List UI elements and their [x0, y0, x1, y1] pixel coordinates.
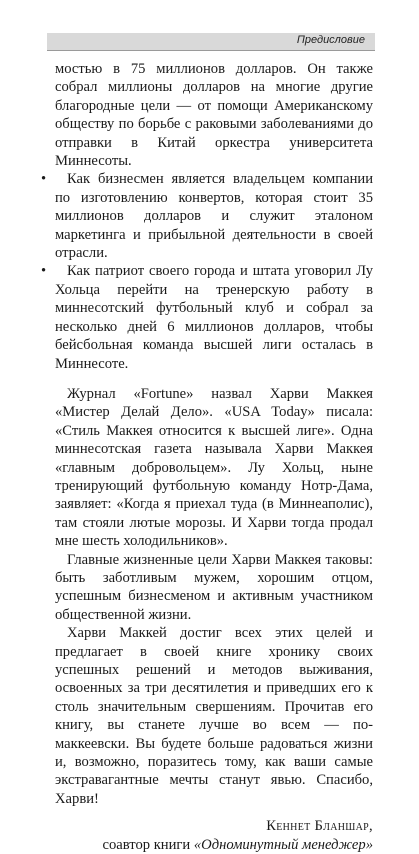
- list-item: • Как патриот своего города и штата уговорил Лу Хольца перейти на тренерскую работу в миннесотский футбольный клуб и собрал за несколько дней 6 миллионов долларов, чтобы бейсбольная команда высшей лиги осталась в Миннесоте.: [55, 262, 373, 372]
- page-body: [55, 60, 373, 854]
- signature-role: соавтор книги: [102, 836, 194, 853]
- section-spacer: [55, 373, 373, 385]
- running-header-title: Предисловие: [296, 34, 365, 46]
- paragraph-book-summary: Харви Маккей достиг всех этих целей и предлагает в своей книге хронику своих успешных решений и методов выживания, освоенных за три десятилетия и приведших его к столь значительным свершениям. Прочитав его книгу, вы станете лучше во всем — по-маккеевски. Вы будете больше радоваться жизни и, возможно, поразитесь тому, как ваши самые экстравагантные мечты станут явью. Спасибо, Харви!: [55, 625, 373, 807]
- list-item: • Как бизнесмен является владельцем компании по изготовлению конвертов, которая стоит 35 миллионов долларов и служит эталоном маркетинга и прибыльной деятельности в своей отрасли.: [55, 170, 373, 262]
- signature-book-title: «Одноминутный менеджер»: [193, 836, 373, 853]
- achievements-list: [55, 170, 373, 372]
- paragraph-life-goals: Главные жизненные цели Харви Маккея таковы: быть заботливым мужем, хорошим отцом, успешным бизнесменом и активным участником общественной жизни.: [55, 551, 373, 623]
- signature-role-line: [55, 836, 373, 854]
- signature-author-name: Кеннет Бланшар,: [266, 818, 373, 835]
- running-header: [47, 33, 375, 51]
- signature-block: [55, 817, 373, 854]
- paragraph-press-quotes: Журнал «Fortune» назвал Харви Маккея «Мистер Делай Дело». «USA Today» писала: «Стиль Маккея относится к высшей лиге». Одна миннесотская газета называла Харви Маккея «главным добровольцем». Лу Хольц, ныне тренирующий футбольную команду Нотр-Дама, заявляет: «Когда я приехал туда (в Миннеаполис), там стояли лютые морозы. И Харви тогда продал мне шесть холодильников».: [55, 385, 373, 550]
- intro-continuation-paragraph: мостью в 75 миллионов долларов. Он также собрал миллионы долларов на многие другие благородные цели — от помощи Американскому обществу по борьбе с раковыми заболеваниями до отправки в Китай оркестра университета Миннесоты.: [55, 61, 373, 170]
